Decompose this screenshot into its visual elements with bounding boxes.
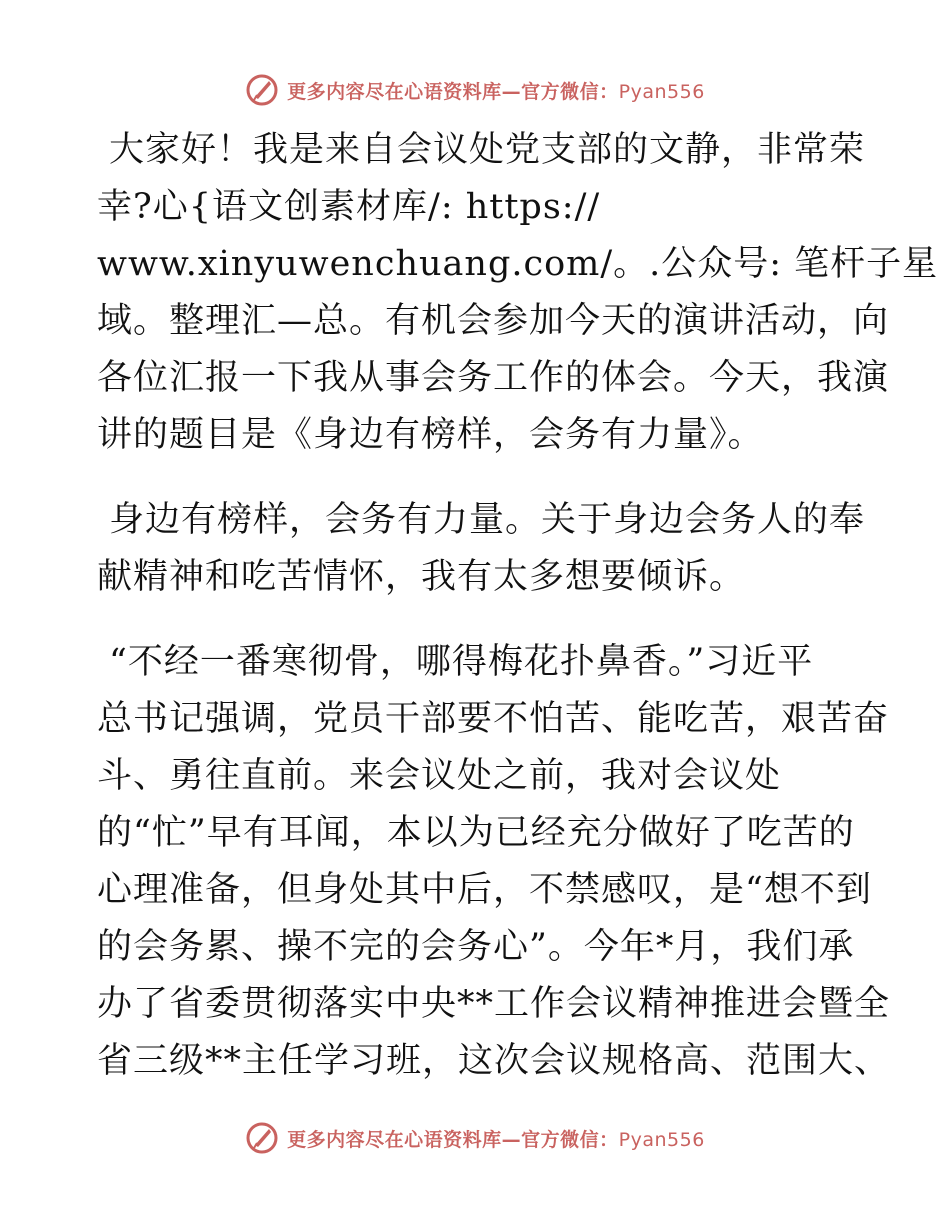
text-line: 讲的题目是《身边有榜样，会务有力量》。	[97, 415, 764, 455]
text-line: 域。整理汇—总。有机会参加今天的演讲活动，向	[97, 301, 890, 341]
text-line: 的“忙”早有耳闻，本以为已经充分做好了吃苦的	[97, 813, 855, 853]
footer-brand-text: 更多内容尽在心语资料库—官方微信：Pyan556	[287, 1128, 705, 1151]
text-line: 心理准备，但身处其中后，不禁感叹，是“想不到	[97, 870, 872, 910]
text-line: 幸?心{语文创素材库/: https://	[97, 187, 601, 227]
header-banner	[0, 70, 950, 110]
text-line: 身边有榜样，会务有力量。关于身边会务人的奉	[109, 500, 866, 540]
text-line: 省三级**主任学习班，这次会议规格高、范围大、	[97, 1041, 891, 1081]
header-wechat-id: Pyan556	[618, 80, 705, 103]
paragraph-3	[97, 634, 891, 1090]
text-line: www.xinyuwenchuang.com/。.公众号: 笔杆子星	[97, 244, 939, 284]
header-brand-text: 更多内容尽在心语资料库—官方微信：Pyan556	[287, 80, 705, 103]
text-line: 大家好！我是来自会议处党支部的文静，非常荣	[109, 130, 866, 170]
text-line: “不经一番寒彻骨，哪得梅花扑鼻香。”习近平	[109, 642, 814, 682]
text-line: 总书记强调，党员干部要不怕苦、能吃苦，艰苦奋	[97, 699, 890, 739]
document-body	[97, 122, 939, 1118]
text-line: 各位汇报一下我从事会务工作的体会。今天，我演	[97, 358, 890, 398]
footer-wechat-id: Pyan556	[618, 1128, 705, 1151]
text-line: 献精神和吃苦情怀，我有太多想要倾诉。	[97, 557, 746, 597]
quill-logo-icon	[245, 1121, 279, 1155]
text-line: 斗、勇往直前。来会议处之前，我对会议处	[97, 756, 782, 796]
quill-logo-icon	[245, 73, 279, 107]
text-line: 办了省委贯彻落实中央**工作会议精神推进会暨全	[97, 984, 891, 1024]
paragraph-2	[97, 492, 866, 606]
footer-banner	[0, 1118, 950, 1158]
text-line: 的会务累、操不完的会务心”。今年*月，我们承	[97, 927, 855, 967]
paragraph-1	[97, 122, 939, 464]
